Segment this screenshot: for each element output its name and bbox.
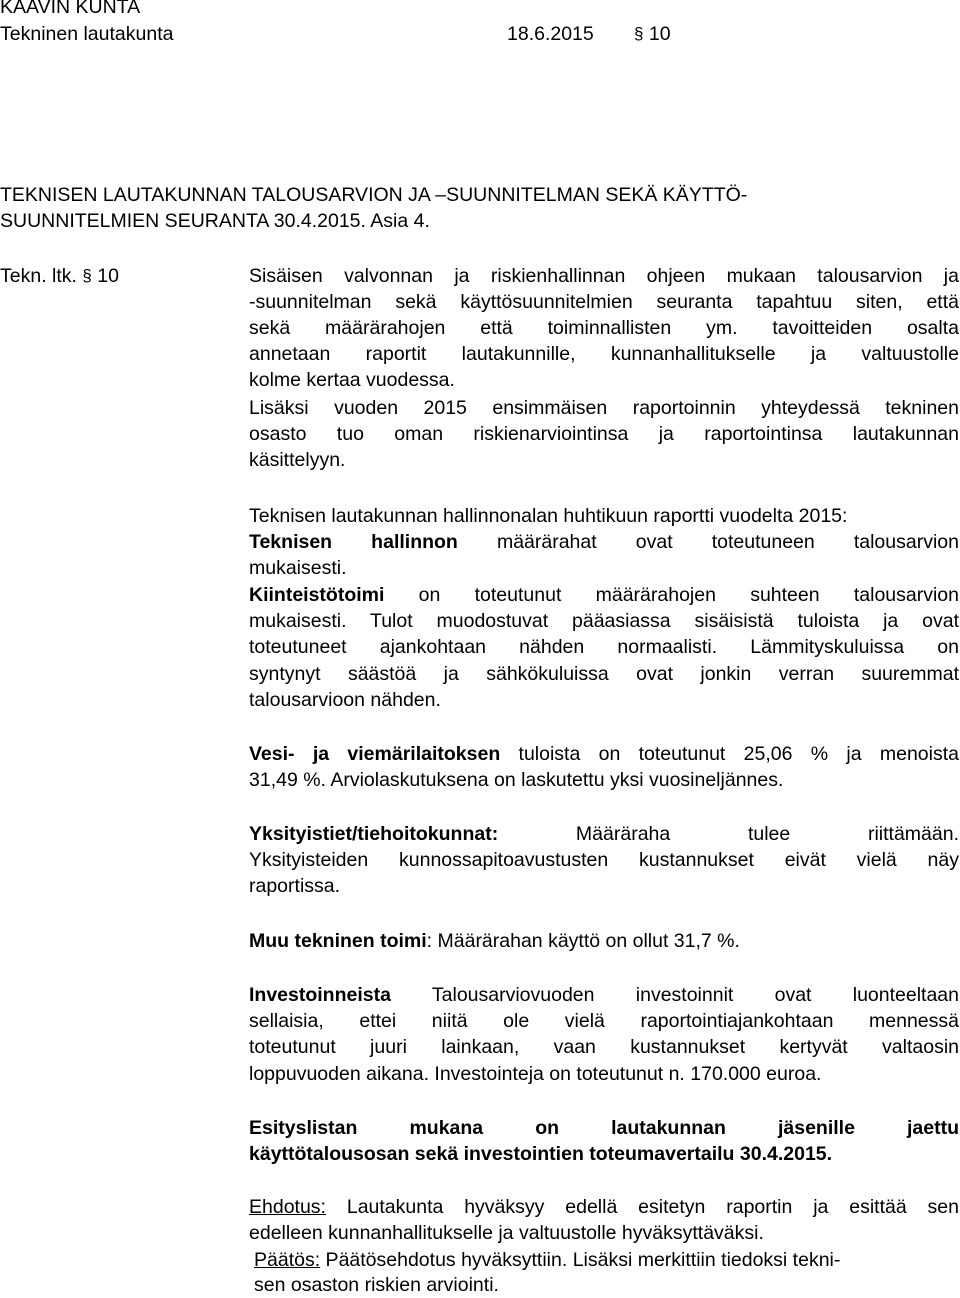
committee-name: Tekninen lautakunta	[0, 23, 174, 45]
yksityistiet-line-1	[249, 821, 959, 847]
muu-text: : Määrärahan käyttö on ollut 31,7 %.	[426, 930, 740, 952]
yksityistiet-line-3: raportissa.	[249, 875, 341, 897]
page-section-number	[634, 22, 671, 47]
meeting-date: 18.6.2015	[507, 23, 594, 45]
esityslista-line-1: Esityslistan mukana on lautakunnan jäsenille jaettu	[249, 1117, 959, 1139]
investoinnit-line-2: sellaisia, ettei niitä ole vielä raportointiajankohtaan mennessä	[249, 1010, 959, 1032]
investoinnit-line-1	[249, 982, 959, 1008]
investoinnit-line-3: toteutunut juuri lainkaan, vaan kustannukset kertyvät valtaosin	[249, 1036, 959, 1058]
section-sign-icon: §	[82, 266, 92, 285]
paatos-line-1	[254, 1247, 959, 1273]
document-title-line-1: TEKNISEN LAUTAKUNNAN TALOUSARVION JA –SUUNNITELMAN SEKÄ KÄYTTÖ-	[0, 184, 748, 206]
vesi-line-2: 31,49 %. Arviolaskutuksena on laskutettu yksi vuosineljännes.	[249, 769, 784, 791]
kiinteisto-heading: Kiinteistötoimi	[249, 584, 385, 606]
section-sign-icon: §	[634, 24, 644, 43]
ehdotus-label: Ehdotus:	[249, 1196, 326, 1218]
p1-line-4: annetaan raportit lautakunnille, kunnanhallitukselle ja valtuustolle	[249, 343, 959, 365]
hallinto-line-1	[249, 529, 959, 555]
ehdotus-line-1	[249, 1194, 959, 1220]
esityslista-line-2: käyttötalousosan sekä investointien toteumavertailu 30.4.2015.	[249, 1143, 833, 1165]
yksityistiet-heading: Yksityistiet/tiehoitokunnat:	[249, 823, 499, 845]
vesi-heading: Vesi- ja viemärilaitoksen	[249, 743, 501, 765]
kiinteisto-line-4: syntynyt säästöä ja sähkökuluissa ovat jonkin verran suuremmat	[249, 663, 959, 685]
ehdotus-text: Lautakunta hyväksyy edellä esitetyn raportin ja esittää sen	[325, 1196, 959, 1218]
hallinto-heading: Teknisen hallinnon	[249, 531, 458, 553]
vesi-line-1	[249, 741, 959, 767]
kiinteisto-text: on toteutunut määrärahojen suhteen talousarvion	[384, 584, 959, 606]
p1-line-5: kolme kertaa vuodessa.	[249, 369, 455, 391]
p2-line-3: käsittelyyn.	[249, 449, 346, 471]
organization-name: KAAVIN KUNTA	[0, 0, 141, 18]
report-intro: Teknisen lautakunnan hallinnonalan huhtikuun raportti vuodelta 2015:	[249, 505, 848, 527]
p2-line-1: Lisäksi vuoden 2015 ensimmäisen raportoinnin yhteydessä tekninen	[249, 397, 959, 419]
vesi-text: tuloista on toteutunut 25,06 % ja menoista	[500, 743, 959, 765]
reference-label: Tekn. ltk.	[0, 265, 77, 287]
kiinteisto-line-5: talousarvioon nähden.	[249, 689, 441, 711]
investoinnit-line-4: loppuvuoden aikana. Investointeja on toteutunut n. 170.000 euroa.	[249, 1063, 822, 1085]
hallinto-line-2: mukaisesti.	[249, 557, 347, 579]
hallinto-text: määrärahat ovat toteutuneen talousarvion	[457, 531, 959, 553]
paatos-text: Päätösehdotus hyväksyttiin. Lisäksi merkittiin tiedoksi tekni-	[320, 1249, 841, 1271]
reference	[0, 263, 119, 290]
kiinteisto-line-3: toteutuneet ajankohtaan nähden normaalisti. Lämmityskuluissa on	[249, 636, 959, 658]
section-number: 10	[648, 23, 671, 45]
kiinteisto-line-2: mukaisesti. Tulot muodostuvat pääasiassa sisäisistä tuloista ja ovat	[249, 610, 959, 632]
p1-line-2: -suunnitelman sekä käyttösuunnitelmien seuranta tapahtuu siten, että	[249, 291, 959, 313]
muu-heading: Muu tekninen toimi	[249, 930, 427, 952]
paatos-line-2: sen osaston riskien arviointi.	[254, 1274, 499, 1296]
p1-line-1: Sisäisen valvonnan ja riskienhallinnan ohjeen mukaan talousarvion ja	[249, 265, 959, 287]
p1-line-3: sekä määrärahojen että toiminnallisten ym. tavoitteiden osalta	[249, 317, 959, 339]
muu-line	[249, 928, 959, 954]
paatos-label: Päätös:	[254, 1249, 321, 1271]
p2-line-2: osasto tuo oman riskienarviointinsa ja raportointinsa lautakunnan	[249, 423, 959, 445]
investoinnit-text: Talousarviovuoden investoinnit ovat luonteeltaan	[390, 984, 959, 1006]
investoinnit-heading: Investoinneista	[249, 984, 391, 1006]
yksityistiet-line-2: Yksityisteiden kunnossapitoavustusten kustannukset eivät vielä näy	[249, 849, 959, 871]
ehdotus-line-2: edelleen kunnanhallitukselle ja valtuustolle hyväksyttäväksi.	[249, 1222, 764, 1244]
reference-number: 10	[97, 265, 119, 287]
kiinteisto-line-1	[249, 582, 959, 608]
yksityistiet-text: Määräraha tulee riittämään.	[498, 823, 959, 845]
document-title-line-2: SUUNNITELMIEN SEURANTA 30.4.2015. Asia 4.	[0, 210, 430, 232]
